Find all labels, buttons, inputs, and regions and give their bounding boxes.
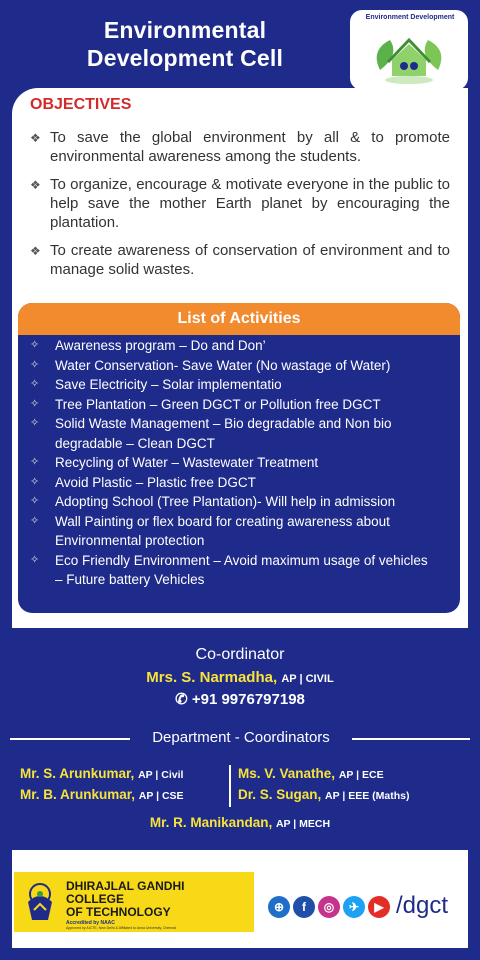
web-icon[interactable]: ⊕: [268, 896, 290, 918]
coordinator-phone[interactable]: ✆ +91 9976797198: [175, 691, 305, 708]
activity-item: ✧ Wall Painting or flex board for creating awareness about Environmental protection: [30, 513, 390, 548]
star-bullet-icon: ✧: [30, 456, 40, 468]
twitter-icon[interactable]: ✈: [343, 896, 365, 918]
objectives-heading: OBJECTIVES: [30, 96, 132, 113]
column-divider: [229, 765, 231, 807]
objective-item: ❖ To organize, encourage & motivate everyone in the public to help save the mother Earth planet by encouraging the plantation.: [30, 176, 450, 231]
leaf-house-icon: [350, 10, 468, 90]
objective-item: ❖ To save the global environment by all & to promote environmental awareness among the students.: [30, 129, 450, 165]
header: [0, 0, 480, 95]
divider-line: [10, 738, 130, 740]
objectives-list: [30, 128, 450, 288]
coordinator-designation: AP | CIVIL: [281, 673, 334, 685]
department-member: Ms. V. Vanathe, AP | ECE: [238, 766, 384, 781]
activity-item: ✧ Water Conservation- Save Water (No wastage of Water): [30, 356, 462, 376]
activity-item: ✧ Eco Friendly Environment – Avoid maximum usage of vehicles – Future battery Vehicles: [30, 552, 428, 587]
activity-item: ✧ Adopting School (Tree Plantation)- Will help in admission: [30, 492, 462, 512]
activities-list: [30, 336, 462, 590]
star-bullet-icon: ✧: [30, 514, 40, 527]
star-bullet-icon: ✧: [30, 397, 40, 410]
activity-item: ✧ Recycling of Water – Wastewater Treatment: [30, 453, 462, 473]
youtube-icon[interactable]: ▶: [368, 896, 390, 918]
star-bullet-icon: ✧: [30, 378, 40, 390]
activity-item: ✧ Awareness program – Do and Don’: [30, 336, 462, 356]
activity-item: ✧ Avoid Plastic – Plastic free DGCT: [30, 473, 462, 493]
department-member: Mr. R. Manikandan, AP | MECH: [149, 815, 331, 830]
coordinator-name: Mrs. S. Narmadha, AP | CIVIL: [146, 669, 334, 686]
facebook-icon[interactable]: f: [293, 896, 315, 918]
title-line-2: Development Cell: [86, 45, 284, 71]
diamond-bullet-icon: ❖: [30, 178, 41, 192]
department-member: Mr. S. Arunkumar, AP | Civil: [20, 766, 184, 781]
star-bullet-icon: ✧: [30, 358, 40, 371]
star-bullet-icon: ✧: [30, 495, 40, 507]
logo-text: Environment Development: [365, 14, 455, 21]
title-line-1: Environmental: [103, 17, 267, 43]
coordinator-label: Co-ordinator: [195, 646, 285, 663]
college-name: DHIRAJLAL GANDHI COLLEGE OF TECHNOLOGY: [66, 879, 185, 919]
star-bullet-icon: ✧: [30, 417, 40, 429]
star-bullet-icon: ✧: [30, 553, 40, 566]
instagram-icon[interactable]: ◎: [318, 896, 340, 918]
activity-item: ✧ Save Electricity – Solar implementatio: [30, 375, 462, 395]
accreditation-text: Accredited by NAAC: [66, 920, 115, 926]
approval-text: Approved by AICTE, New Delhi & Affiliated to Anna University, Chennai: [66, 926, 176, 930]
activities-heading: List of Activities: [18, 303, 460, 335]
diamond-bullet-icon: ❖: [30, 131, 41, 145]
divider-line: [352, 738, 470, 740]
social-handle[interactable]: /dgct: [396, 892, 449, 919]
star-bullet-icon: ✧: [30, 475, 40, 488]
department-member: Mr. B. Arunkumar, AP | CSE: [20, 787, 184, 802]
activity-item: ✧ Tree Plantation – Green DGCT or Pollution free DGCT: [30, 395, 462, 415]
objective-item: ❖ To create awareness of conservation of environment and to manage solid wastes.: [30, 242, 450, 278]
college-emblem-icon: [20, 880, 60, 924]
page-title: [40, 16, 330, 72]
star-bullet-icon: ✧: [30, 339, 40, 351]
department-label: Department - Coordinators: [152, 729, 330, 746]
activity-item: ✧ Solid Waste Management – Bio degradable and Non bio degradable – Clean DGCT: [30, 416, 392, 451]
cell-logo: [350, 10, 468, 90]
diamond-bullet-icon: ❖: [30, 244, 41, 258]
department-member: Dr. S. Sugan, AP | EEE (Maths): [238, 787, 410, 802]
